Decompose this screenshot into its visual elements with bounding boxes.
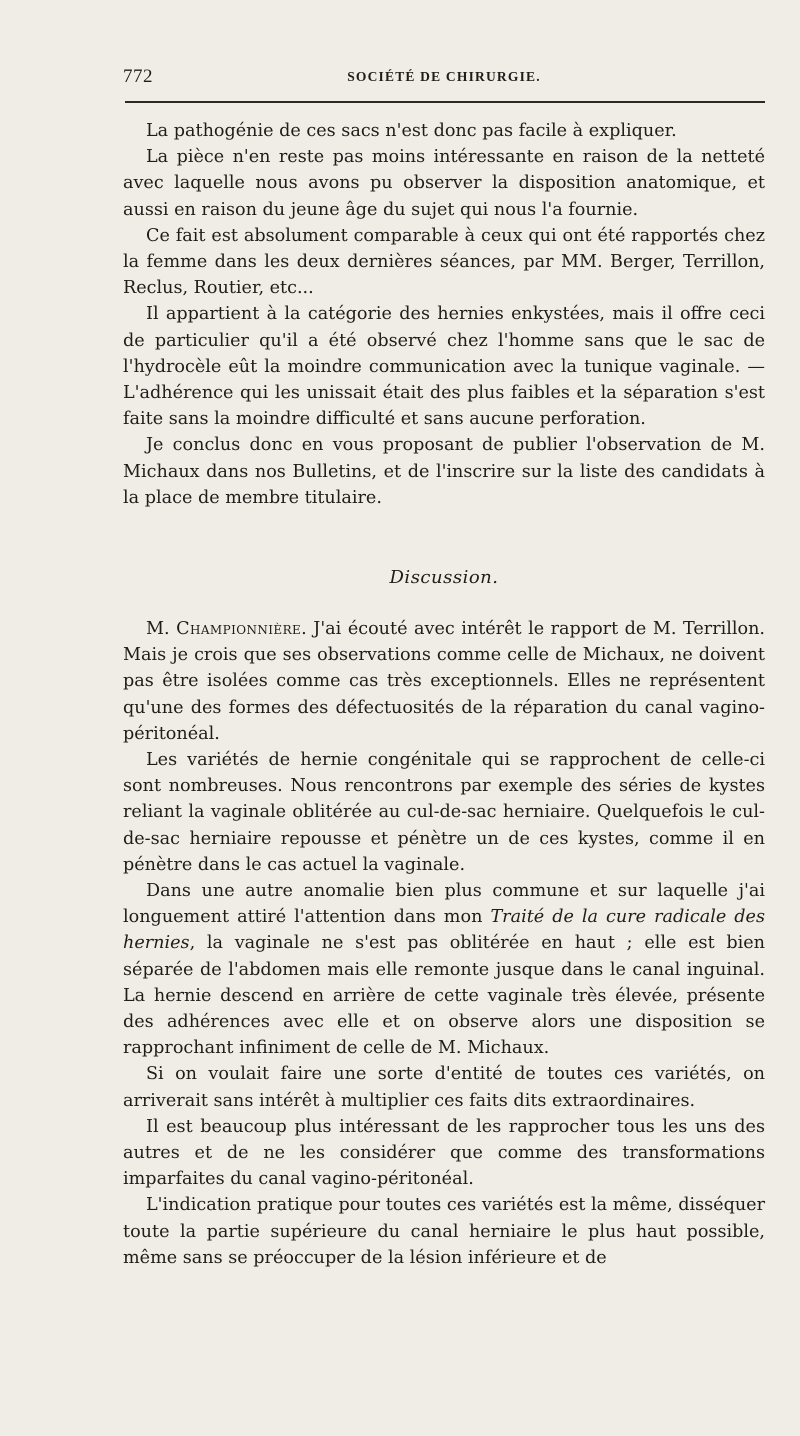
report-paragraph-1: La pathogénie de ces sacs n'est donc pas facile à expliquer. [146,121,677,141]
discussion-heading: Discussion. [389,567,499,588]
running-head: SOCIÉTÉ DE CHIRURGIE. [347,69,541,84]
discussion-paragraph-4: Si on voulait faire une sorte d'entité de toutes ces variétés, on arriverait sans intérêt à multiplier ces faits dits extraordinaires. [123,1064,765,1111]
report-paragraph-3: Ce fait est absolument comparable à ceux qui ont été rapportés chez la femme dans les deux dernières séances, par MM. Berger, Terrillon, Reclus, Routier, etc... [123,225,765,299]
book-title: Traité de la cure radicale des hernies [123,907,765,954]
discussion-paragraph-3 [123,878,765,1061]
discussion-paragraph-6: L'indication pratique pour toutes ces variétés est la même, disséquer toute la partie supérieure du canal herniaire le plus haut possible, même sans se préoccuper de la lésion inférieure et de [123,1195,765,1268]
discussion-paragraph-1-text: . J'ai écouté avec intérêt le rapport de M. Terrillon. Mais je crois que ses observations comme celle de Michaux, ne doivent pas être isolées comme cas très exceptionnels. Elles ne représentent qu'une des formes des défectuosités de la réparation du canal vagino-péritonéal. [123,619,765,744]
discussion-paragraph-1 [123,616,765,747]
report-paragraph-2: La pièce n'en reste pas moins intéressante en raison de la netteté avec laquelle nous avons pu observer la disposition anatomique, et aussi en raison du jeune âge du sujet qui nous l'a fournie. [123,147,765,220]
page-number: 772 [123,66,153,87]
speaker-name: Championnière [176,619,302,639]
discussion-paragraph-2: Les variétés de hernie congénitale qui se rapprochent de celle-ci sont nombreuses. Nous rencontrons par exemple des séries de kystes reliant la vaginale oblitérée au cul-de-sac herniaire. Quelquefois le cul-de-sac herniaire repousse et pénètre un de ces kystes, comme il en pénètre dans le cas actuel la vaginale. [123,750,765,875]
report-text [123,118,765,511]
page-header [123,66,765,90]
discussion-paragraph-3-end: , la vaginale ne s'est pas oblitérée en haut ; elle est bien séparée de l'abdomen mais elle remonte jusque dans le canal inguinal. La hernie descend en arrière de cette vaginale très élevée, présente des adhérences avec elle et on observe alors une disposition se rapprochant infiniment de celle de M. Michaux. [123,933,765,1059]
discussion-text [123,616,765,1271]
header-rule [125,101,765,103]
report-paragraph-4: Il appartient à la catégorie des hernies enkystées, mais il offre ceci de particulier qu'il a été observé chez l'homme sans que le sac de l'hydrocèle eût la moindre communication avec la tunique vaginale. — L'adhérence qui les unissait était des plus faibles et la séparation s'est faite sans la moindre difficulté et sans aucune perforation. [123,304,765,430]
discussion-paragraph-3-start: Dans une autre anomalie bien plus commune et sur laquelle j'ai longuement attiré l'attention dans mon [123,881,765,928]
discussion-paragraph-5: Il est beaucoup plus intéressant de les rapprocher tous les uns des autres et de ne les considérer que comme des transformations imparfaites du canal vagino-péritonéal. [123,1116,765,1190]
report-paragraph-5: Je conclus donc en vous proposant de publier l'observation de M. Michaux dans nos Bulletins, et de l'inscrire sur la liste des candidats à la place de membre titulaire. [123,435,765,508]
speaker-prefix: M. [146,619,177,639]
